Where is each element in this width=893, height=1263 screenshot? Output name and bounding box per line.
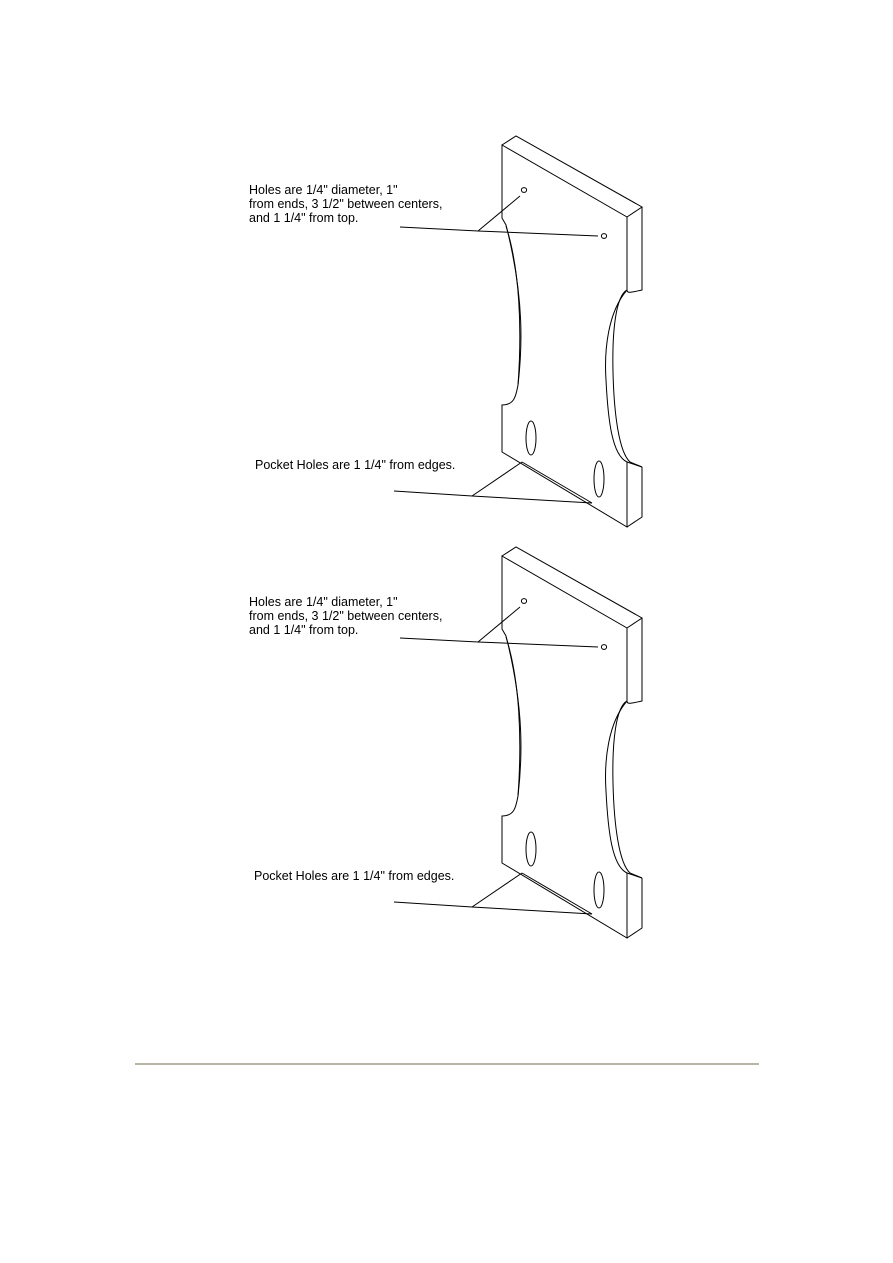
pocket-holes — [526, 421, 604, 497]
pocket-holes-note: Pocket Holes are 1 1/4" from edges. — [255, 458, 456, 472]
holes-note-line: Holes are 1/4" diameter, 1" — [249, 183, 398, 197]
pocket-holes-note: Pocket Holes are 1 1/4" from edges. — [254, 869, 455, 883]
leader-lines — [394, 607, 598, 914]
pocket-holes — [526, 832, 604, 908]
holes-note-line: from ends, 3 1/2" between centers, — [249, 609, 443, 623]
holes-note — [249, 183, 442, 225]
holes-note-line: Holes are 1/4" diameter, 1" — [249, 595, 398, 609]
mounting-holes — [521, 599, 606, 650]
leader-lines — [394, 196, 598, 503]
panel-outline — [502, 136, 642, 527]
holes-note — [249, 595, 442, 637]
holes-note-line: and 1 1/4" from top. — [249, 623, 359, 637]
horizontal-rule — [135, 1063, 759, 1065]
panel-outline — [502, 547, 642, 938]
mounting-holes — [521, 188, 606, 239]
holes-note-line: from ends, 3 1/2" between centers, — [249, 197, 443, 211]
holes-note-line: and 1 1/4" from top. — [249, 211, 359, 225]
